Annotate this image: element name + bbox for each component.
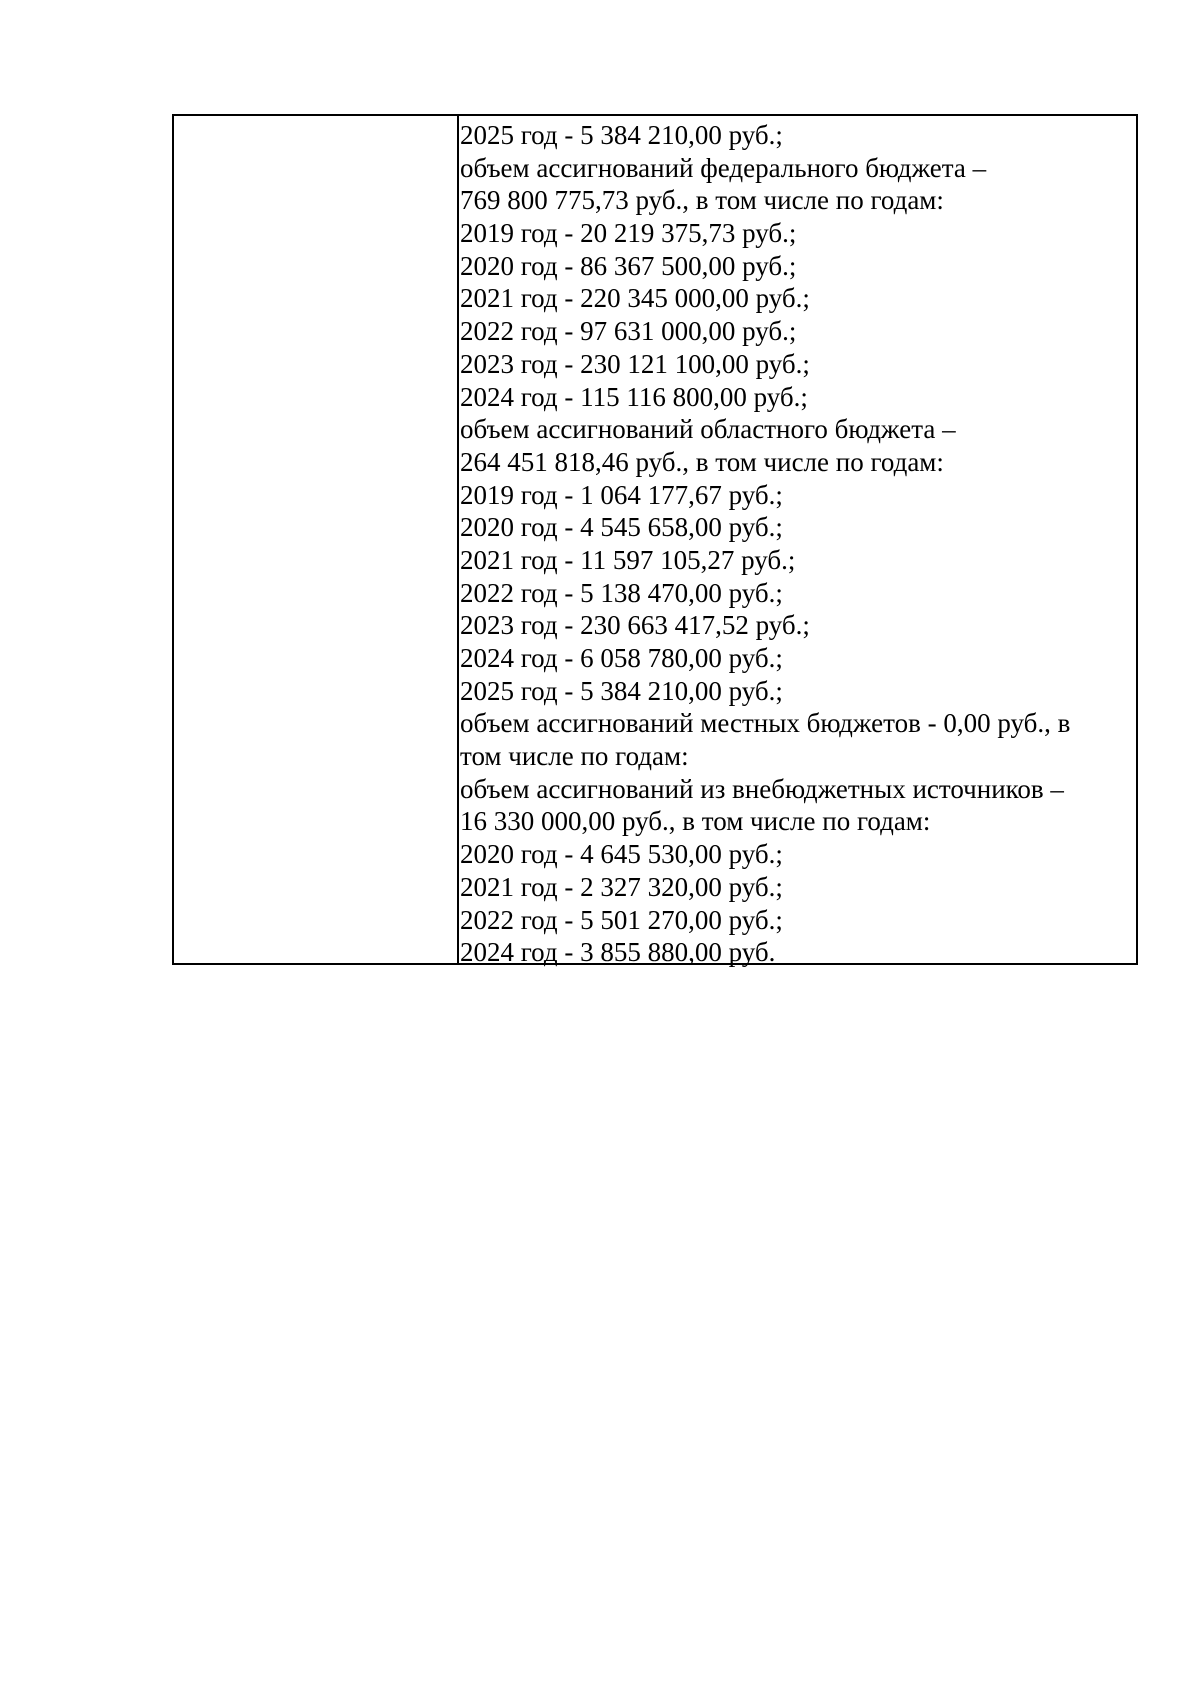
table-left-cell — [174, 116, 459, 963]
funding-table — [172, 114, 1138, 968]
funding-line: объем ассигнований федерального бюджета – — [460, 152, 987, 183]
funding-line: 2024 год - 6 058 780,00 руб.; — [460, 643, 783, 673]
funding-line: 2022 год - 5 138 470,00 руб.; — [460, 577, 783, 608]
funding-line: 2021 год - 2 327 320,00 руб.; — [460, 871, 783, 902]
funding-line: 2023 год - 230 663 417,52 руб.; — [460, 610, 810, 641]
funding-line: 2019 год - 1 064 177,67 руб.; — [460, 479, 783, 510]
funding-line: 2024 год - 3 855 880,00 руб. — [460, 937, 776, 968]
funding-line: 2022 год - 5 501 270,00 руб.; — [460, 904, 783, 935]
funding-line: 2019 год - 20 219 375,73 руб.; — [460, 218, 797, 249]
funding-line: объем ассигнований местных бюджетов - 0,00 руб., в — [460, 708, 1071, 739]
funding-line: 2022 год - 97 631 000,00 руб.; — [460, 316, 797, 347]
funding-line: 2020 год - 86 367 500,00 руб.; — [460, 250, 797, 281]
funding-line: объем ассигнований из внебюджетных источников – — [460, 773, 1064, 804]
funding-line: 2020 год - 4 545 658,00 руб.; — [460, 512, 783, 543]
funding-line: 2023 год - 230 121 100,00 руб.; — [460, 348, 810, 379]
funding-line: объем ассигнований областного бюджета – — [460, 414, 956, 445]
funding-line: 2021 год - 220 345 000,00 руб.; — [460, 283, 810, 314]
funding-line: 264 451 818,46 руб., в том числе по годам: — [460, 446, 944, 477]
funding-line: 2021 год - 11 597 105,27 руб.; — [460, 544, 796, 575]
funding-line: том числе по годам: — [460, 741, 689, 772]
funding-line: 769 800 775,73 руб., в том числе по годам: — [460, 185, 944, 216]
table-right-cell — [459, 116, 1136, 968]
funding-line: 2024 год - 115 116 800,00 руб.; — [460, 381, 808, 412]
funding-line: 2025 год - 5 384 210,00 руб.; — [460, 120, 783, 150]
funding-line: 2020 год - 4 645 530,00 руб.; — [460, 839, 783, 870]
funding-line: 16 330 000,00 руб., в том числе по годам: — [460, 806, 931, 837]
funding-line: 2025 год - 5 384 210,00 руб.; — [460, 675, 783, 706]
